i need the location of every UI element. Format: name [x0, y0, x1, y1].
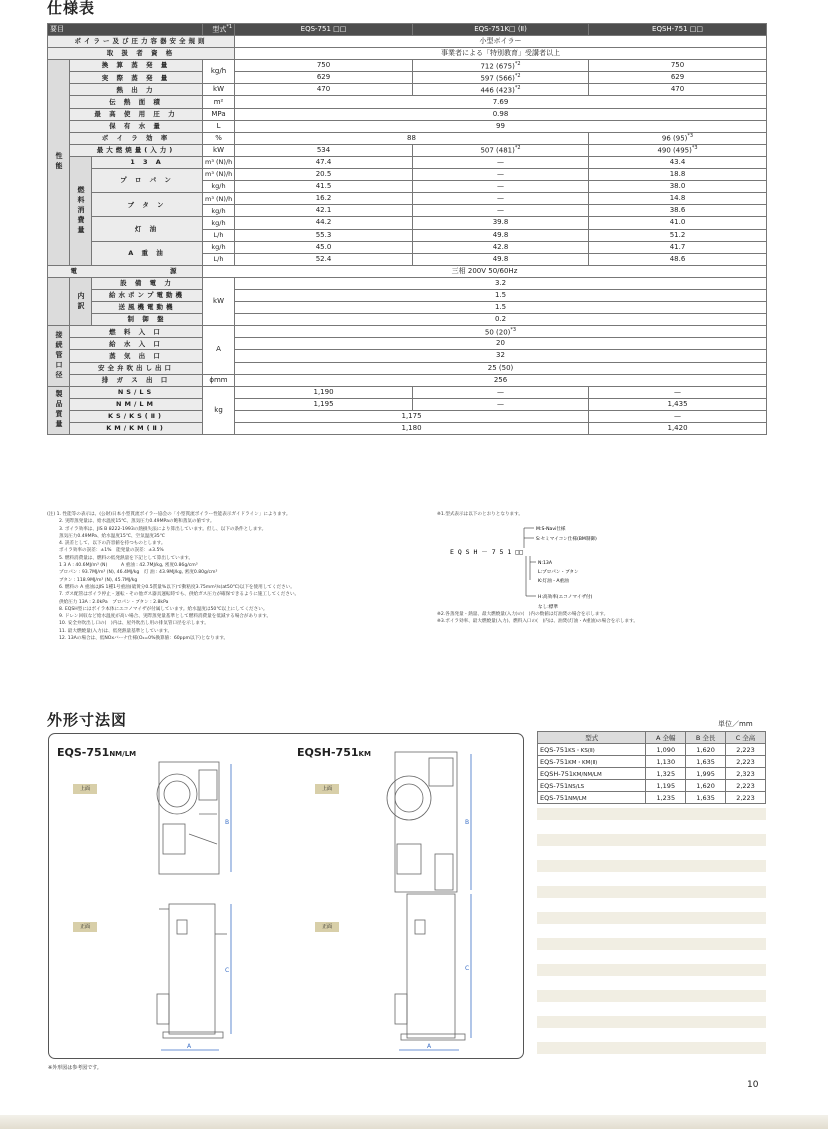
dim-model	[538, 756, 646, 768]
note-line: 8. EQSH型にはボイラ本体にエコノマイザが付属しています。給水温度は50℃以上にしてください。	[59, 606, 268, 612]
note-type-intro: ※1.型式表示は以下のとおりとなります。	[437, 512, 523, 517]
footnote-mark: *2	[514, 84, 521, 91]
fuel-value: 38.0	[589, 181, 767, 193]
perf-unit: kg/h	[203, 60, 235, 84]
weight-value: 1,195	[235, 398, 413, 410]
fuel-value: 52.4	[235, 253, 413, 265]
cell-value: 712 (675)	[480, 61, 515, 70]
pipe-value	[235, 326, 767, 338]
note-line: 2. 実際蒸発量は、給水温度15℃、蒸気圧力0.49MPaの飽和蒸気の値です。	[59, 519, 215, 525]
cell-value: 490 (495)	[657, 146, 692, 155]
note-3: ※3.ボイラ効率、最大燃焼量(入力)、燃料入口の( )内は、油焚(灯油・A重油)の場合を示します。	[437, 619, 638, 625]
perf-value: 470	[589, 84, 767, 96]
perf-value: 7.69	[235, 96, 767, 108]
weight-value: —	[413, 386, 589, 398]
note-line: 1 3 A : 40.6MJ/m³ (N) A 重油 : 42.7MJ/kg, 密度0.86g/cm³	[59, 563, 198, 569]
perf-row-label: ボ イ ラ 効 率	[70, 132, 203, 144]
note-line: 9. ドレン回収など給水温度が高い場合、実際蒸発量基準として燃料消費量を低減する場合があります。	[59, 614, 272, 620]
header-type	[203, 24, 235, 36]
fuel-value: 20.5	[235, 169, 413, 181]
dimension-table	[537, 731, 766, 804]
dim-b: 1,635	[686, 792, 726, 804]
perf-unit: L	[203, 120, 235, 132]
perf-row-label: 換 算 蒸 発 量	[70, 60, 203, 72]
handler-label: 取 扱 者 資 格	[48, 48, 235, 60]
perf-value: 629	[235, 72, 413, 84]
perf-value: 88	[235, 132, 589, 144]
type-code-diagram	[450, 520, 750, 620]
footnote: ※外形図は参考図です。	[48, 1065, 102, 1071]
perf-group-label: 性能	[48, 60, 70, 266]
dim-model	[538, 744, 646, 756]
fuel-unit: L/h	[203, 229, 235, 241]
dimension-title: 外形寸法図	[47, 711, 128, 729]
weight-unit: kg	[203, 386, 235, 434]
perf-value	[589, 132, 767, 144]
dim-model-suffix: KM・KM(Ⅱ)	[568, 759, 598, 766]
dim-model	[538, 792, 646, 804]
note-line: 5. 燃料消費量は、燃料の低発熱量を下記として算出しています。	[59, 555, 194, 561]
background-stripes	[537, 794, 766, 1054]
perf-value	[413, 60, 589, 72]
weight-value: 1,175	[235, 410, 589, 422]
weight-value: —	[589, 386, 767, 398]
fuel-group-label: 燃料消費量	[70, 156, 92, 265]
dim-c: 2,223	[726, 780, 766, 792]
power-label-1: 電	[70, 267, 80, 276]
note-line: ボイラ効率の誤差：±1% 能発量の誤差：±3.5%	[59, 548, 164, 554]
note-line: 4. 誤差として、以下の許容値を持つものとします。	[59, 541, 166, 547]
elec-unit: kW	[203, 277, 235, 325]
dim-model-suffix: KM/NM/LM	[573, 771, 602, 778]
left-top-view-drawing	[157, 762, 219, 874]
perf-value	[413, 144, 589, 156]
fuel-value: 47.4	[235, 156, 413, 168]
elec-value: 1.5	[235, 302, 767, 314]
pipe-value: 256	[235, 374, 767, 386]
notes-left	[47, 511, 427, 642]
boiler-drawings	[49, 734, 525, 1060]
cell-value: 507 (481)	[480, 146, 515, 155]
note-line: 供給圧力 13A : 2.0kPa プロパン・ブタン : 2.8kPa	[59, 599, 169, 605]
weight-model: KS/KS(Ⅱ)	[70, 410, 203, 422]
power-value: 三相 200V 50/60Hz	[203, 265, 767, 277]
law-value: 小型ボイラー	[235, 36, 767, 48]
spec-table	[47, 23, 767, 435]
dim-b: 1,620	[686, 780, 726, 792]
fuel-value: 41.5	[235, 181, 413, 193]
fuel-unit: kg/h	[203, 217, 235, 229]
dim-model-name: EQS-751	[540, 793, 569, 802]
footnote-mark: *3	[510, 326, 517, 333]
opt-m: M:S-Navi仕様	[536, 527, 566, 532]
fuel-value: 42.8	[413, 241, 589, 253]
type-code: E Q S H － 7 5 1 □□	[450, 548, 524, 556]
elec-value: 3.2	[235, 277, 767, 289]
dim-model-name: EQSH-751	[540, 769, 573, 778]
left-dim-c: C	[225, 967, 230, 974]
right-model-suffix: KM	[358, 750, 371, 758]
pipe-value: 20	[235, 338, 767, 350]
drawing-frame	[48, 733, 524, 1059]
page-bottom-edge	[0, 1115, 828, 1129]
opt-k: K:灯油・A重油	[538, 579, 569, 584]
perf-value: 750	[589, 60, 767, 72]
note-line: 6. 燃料の A 重油はJIS 1種1号重油(硫黄分0.5質量%以下)で動粘度3.75mm²/s(at50℃)以下を使用してください。	[59, 584, 295, 590]
cell-value: 446 (423)	[480, 86, 515, 95]
opt-h: H:高効率(エコノマイザ付)	[538, 595, 593, 600]
perf-row-label: 最 高 使 用 圧 力	[70, 108, 203, 120]
weight-value: 1,190	[235, 386, 413, 398]
note-line: 10. 安全弁吹出し口の( )内は、屋外吹出し用の排気管口径を示します。	[59, 621, 209, 627]
footnote-mark: *3	[687, 133, 694, 140]
perf-value: 99	[235, 120, 767, 132]
right-model-name: EQSH-751	[297, 746, 359, 759]
fuel-name: 灯 油	[92, 217, 203, 241]
fuel-value: 43.4	[589, 156, 767, 168]
opt-none: なし:標準	[538, 605, 558, 610]
pipe-value: 32	[235, 350, 767, 362]
opt-l: L:プロパン・ブタン	[538, 570, 579, 575]
fuel-value: 51.2	[589, 229, 767, 241]
dim-b: 1,620	[686, 744, 726, 756]
left-top-view-tag: 上面	[73, 784, 97, 794]
fuel-name: 1 3 A	[92, 156, 203, 168]
fuel-value: 14.8	[589, 193, 767, 205]
fuel-name: プ ロ パ ン	[92, 169, 203, 193]
dim-header: 型式	[538, 732, 646, 744]
pipe-label: 安全弁吹出し出口	[70, 362, 203, 374]
note-line: 7. ガス配管はボイラ停止・運転・その他ガス器具運転時でも、供給ガス圧力が確保できるように施工してください。	[59, 592, 300, 598]
dimension-unit: 単位／mm	[718, 720, 753, 728]
header-item: 要目	[48, 24, 203, 36]
perf-row-label: 伝 熱 面 積	[70, 96, 203, 108]
fuel-value: 38.6	[589, 205, 767, 217]
dim-c: 2,223	[726, 792, 766, 804]
perf-value: 534	[235, 144, 413, 156]
dim-a: 1,090	[646, 744, 686, 756]
weight-value: 1,180	[235, 423, 589, 435]
power-label-2: 源	[170, 267, 180, 276]
left-front-view-tag: 正面	[73, 922, 97, 932]
fuel-value: —	[413, 156, 589, 168]
left-front-view-drawing	[157, 904, 230, 1038]
note-line: プロパン : 93.7MJ/m³ (N), 46.4MJ/kg 灯 油 : 43.9MJ/kg, 密度0.80g/cm³	[59, 570, 218, 576]
cell-value: 50 (20)	[484, 327, 511, 336]
perf-value: 629	[589, 72, 767, 84]
perf-row-label: 保 有 水 量	[70, 120, 203, 132]
dim-model-suffix: NS/LS	[568, 783, 585, 790]
right-front-view-drawing	[395, 894, 465, 1040]
perf-row-label: 実 際 蒸 発 量	[70, 72, 203, 84]
elec-spacer	[48, 277, 70, 325]
elec-label: 制 御 盤	[92, 314, 203, 326]
notes-right-lower	[437, 611, 767, 626]
perf-unit: m²	[203, 96, 235, 108]
dim-model	[538, 768, 646, 780]
dim-c: 2,223	[726, 744, 766, 756]
cell-value: 597 (566)	[480, 73, 515, 82]
fuel-unit: kg/h	[203, 205, 235, 217]
dim-header: B 全長	[686, 732, 726, 744]
fuel-value: 39.8	[413, 217, 589, 229]
footnote-mark: *2	[514, 145, 521, 152]
elec-value: 0.2	[235, 314, 767, 326]
perf-value	[413, 84, 589, 96]
fuel-value: 41.7	[589, 241, 767, 253]
right-dim-lines	[399, 754, 471, 1050]
weight-value: —	[413, 398, 589, 410]
dim-model	[538, 780, 646, 792]
left-model-suffix: NM/LM	[109, 750, 137, 758]
dim-model-suffix: NM/LM	[568, 795, 587, 802]
perf-unit: MPa	[203, 108, 235, 120]
note-line: 蒸気圧力0.49MPa、給水温度15℃、空気温度35℃	[59, 533, 165, 539]
left-dim-lines	[161, 764, 231, 1050]
page-number: 10	[747, 1080, 759, 1090]
fuel-unit: m³ (N)/h	[203, 169, 235, 181]
right-dim-b: B	[465, 819, 470, 826]
pipe-group-label: 接続管口径	[48, 326, 70, 386]
perf-row-label: 熱 出 力	[70, 84, 203, 96]
fuel-value: 16.2	[235, 193, 413, 205]
perf-row-label: 最大燃焼量(入力)	[70, 144, 203, 156]
weight-model: KM/KM(Ⅱ)	[70, 423, 203, 435]
fuel-value: 44.2	[235, 217, 413, 229]
perf-value: 0.98	[235, 108, 767, 120]
fuel-value: 48.6	[589, 253, 767, 265]
law-label: ボイラー及び圧力容器安全規則	[48, 36, 235, 48]
dim-c: 2,223	[726, 756, 766, 768]
perf-unit: %	[203, 132, 235, 144]
fuel-value: —	[413, 181, 589, 193]
left-dim-b: B	[225, 819, 230, 826]
note-line: 3. ボイラ効率は、JIS B 8222-1993の熱損失法により算出しています。但し、以下の条件とします。	[59, 526, 267, 532]
note-line: ブタン : 118.9MJ/m³ (N), 45.7MJ/kg	[59, 577, 138, 583]
note-2: ※2.各蒸発量・熱量、最大燃焼量(入力)の( )内の数値は灯油焚の場合を示します。	[437, 612, 609, 617]
right-dim-a: A	[427, 1043, 432, 1050]
elec-label: 送風機電動機	[92, 302, 203, 314]
fuel-value: 49.8	[413, 253, 589, 265]
dim-model-name: EQS-751	[540, 745, 569, 754]
cell-value: 96 (95)	[661, 134, 688, 143]
dim-a: 1,235	[646, 792, 686, 804]
elec-label: 給水ポンプ電動機	[92, 289, 203, 301]
fuel-value: —	[413, 193, 589, 205]
note-line: 12. 13Aの場合は、低NOxバーナ仕様(O₂=0%換算値：60ppm以下)となります。	[59, 636, 229, 642]
power-label	[48, 265, 203, 277]
perf-value: 470	[235, 84, 413, 96]
fuel-unit: m³ (N)/h	[203, 156, 235, 168]
handler-value: 事業者による「特別教育」受講者以上	[235, 48, 767, 60]
dim-a: 1,325	[646, 768, 686, 780]
fuel-unit: L/h	[203, 253, 235, 265]
weight-value: —	[589, 410, 767, 422]
dim-c: 2,323	[726, 768, 766, 780]
weight-value: 1,435	[589, 398, 767, 410]
pipe-value: 25 (50)	[235, 362, 767, 374]
elec-value: 1.5	[235, 289, 767, 301]
right-top-view-tag: 上面	[315, 784, 339, 794]
pipe-unit: A	[203, 326, 235, 374]
fuel-name: A 重 油	[92, 241, 203, 265]
fuel-unit: kg/h	[203, 181, 235, 193]
fuel-value: 55.3	[235, 229, 413, 241]
dim-header: A 全幅	[646, 732, 686, 744]
elec-group-label: 内訳	[70, 277, 92, 325]
left-model-name: EQS-751	[57, 746, 110, 759]
left-dim-a: A	[187, 1043, 192, 1050]
weight-model: NM/LM	[70, 398, 203, 410]
dim-b: 1,995	[686, 768, 726, 780]
fuel-value: 42.1	[235, 205, 413, 217]
fuel-value: 41.0	[589, 217, 767, 229]
fuel-value: 18.8	[589, 169, 767, 181]
dim-b: 1,635	[686, 756, 726, 768]
fuel-value: 49.8	[413, 229, 589, 241]
right-dim-c: C	[465, 965, 470, 972]
weight-model: NS/LS	[70, 386, 203, 398]
fuel-unit: m³ (N)/h	[203, 193, 235, 205]
opt-s: S:セミマイコン仕様(BM制御)	[536, 537, 597, 542]
fuel-name: ブ タ ン	[92, 193, 203, 217]
pipe-label: 給 水 入 口	[70, 338, 203, 350]
spec-title: 仕様表	[47, 0, 96, 17]
fuel-unit: kg/h	[203, 241, 235, 253]
perf-unit: kW	[203, 84, 235, 96]
opt-n: N:13A	[538, 561, 552, 566]
right-front-view-tag: 正面	[315, 922, 339, 932]
note-line: 11. 最大燃焼量(入力)は、低発熱量基準としています。	[59, 628, 173, 634]
header-model-1: EQS-751 □□	[235, 24, 413, 36]
notes-right	[437, 511, 767, 518]
footnote-mark: *1	[226, 24, 233, 31]
note-line: (注) 1. 性能等の表示は、(公財)日本小型貫流ボイラー協会の「小型貫流ボイラー性能表示ガイドライン」によります。	[47, 512, 291, 517]
right-top-view-drawing	[387, 752, 457, 892]
pipe-label: 燃 料 入 口	[70, 326, 203, 338]
dim-model-suffix: KS・KS(Ⅱ)	[568, 747, 595, 754]
perf-value: 750	[235, 60, 413, 72]
perf-unit: kW	[203, 144, 235, 156]
perf-value	[589, 144, 767, 156]
header-type-label: 型式	[212, 25, 227, 34]
dim-model-name: EQS-751	[540, 781, 569, 790]
dim-header: C 全高	[726, 732, 766, 744]
weight-value: 1,420	[589, 423, 767, 435]
elec-label: 設 備 電 力	[92, 277, 203, 289]
header-model-3: EQSH-751 □□	[589, 24, 767, 36]
pipe-unit: ϕmm	[203, 374, 235, 386]
perf-value	[413, 72, 589, 84]
fuel-value: —	[413, 205, 589, 217]
weight-group-label: 製品質量	[48, 386, 70, 434]
footnote-mark: *3	[691, 145, 698, 152]
dim-a: 1,130	[646, 756, 686, 768]
pipe-label: 排 ガ ス 出 口	[70, 374, 203, 386]
dim-a: 1,195	[646, 780, 686, 792]
header-model-2: EQS-751K□ (Ⅱ)	[413, 24, 589, 36]
pipe-label: 蒸 気 出 口	[70, 350, 203, 362]
footnote-mark: *2	[514, 60, 521, 67]
fuel-value: 45.0	[235, 241, 413, 253]
fuel-value: —	[413, 169, 589, 181]
dim-model-name: EQS-751	[540, 757, 569, 766]
footnote-mark: *2	[514, 72, 521, 79]
